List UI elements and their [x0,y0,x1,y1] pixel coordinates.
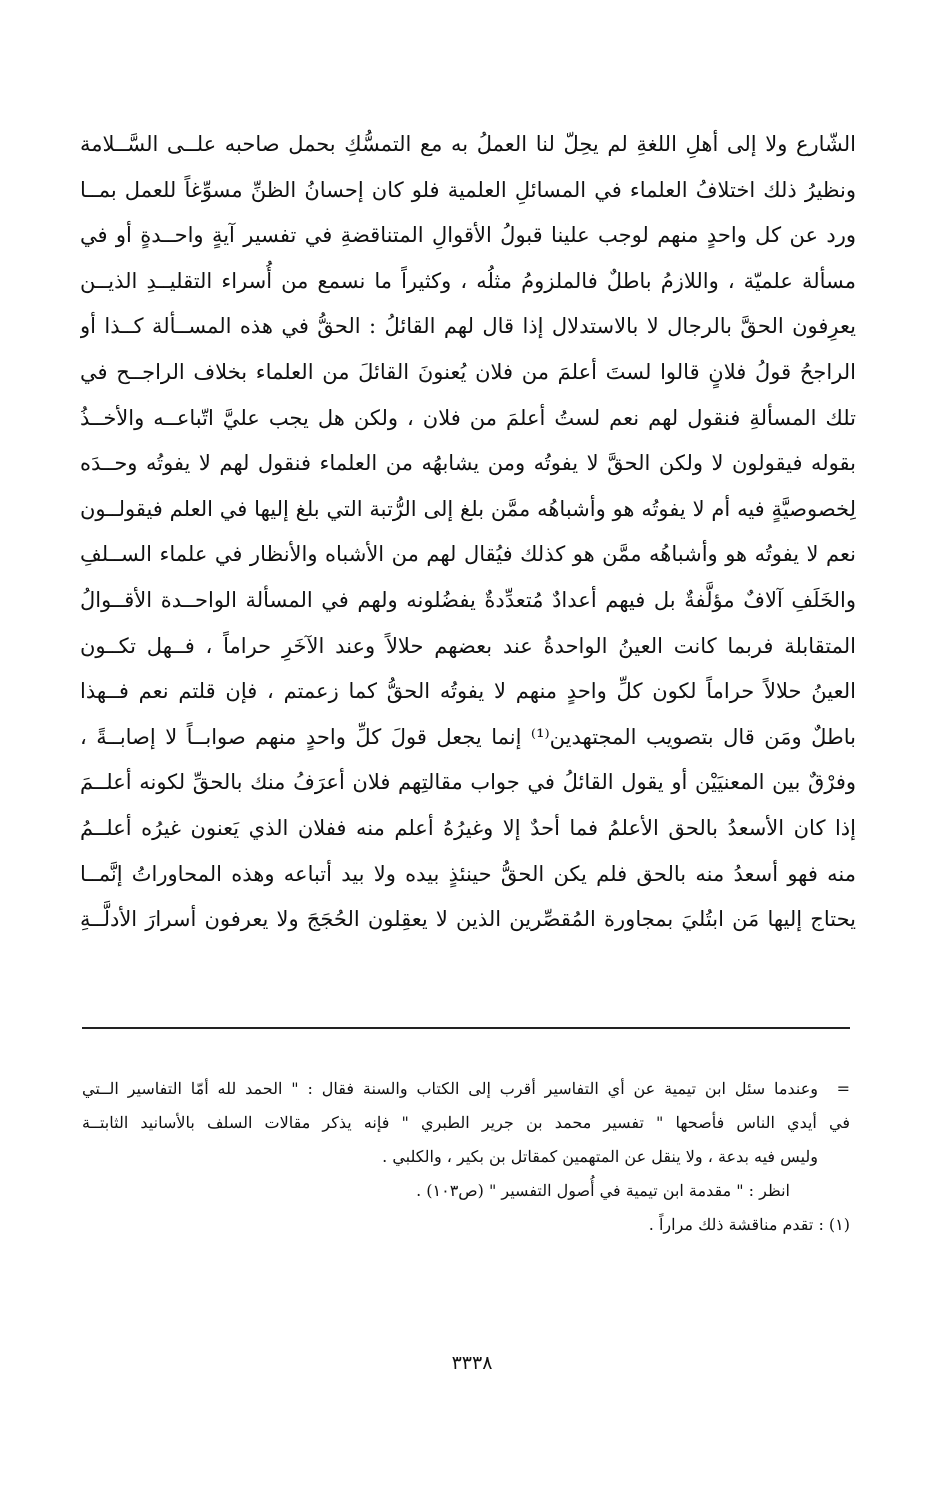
main-text-line: نعم لا يفوتُه هو وأشباهُه ممَّن هو كذلك فيُقال لهم من الأشباه والأنظار في علماء الســلفِ [80,542,856,567]
main-text-line: المتقابلة فربما كانت العينُ الواحدةُ عند بعضهم حلالاً وعند الآخَرِ حراماً ، فــهل تكــون [80,633,856,658]
main-text-line: إذا كان الأسعدُ بالحق الأعلمُ فما أحدٌ إلا وغيرُهُ أعلم منه ففلان الذي يَعنون غيرُه أعلــمُ [80,815,856,840]
footnotes-section [82,1072,850,1242]
main-text-line: باطلٌ ومَن قال بتصويب المجتهدين⁽¹⁾ إنما يجعل قولَ كلِّ واحدٍ منهم صوابــاً لا إصابــةً ، [80,724,856,749]
footnote-1: (١) : تقدم مناقشة ذلك مراراً . [648,1215,850,1234]
footnote-continuation-line: وليس فيه بدعة ، ولا ينقل عن المتهمين كمقاتل بن بكير ، والكلبي . [382,1147,818,1166]
main-text-line: بقوله فيقولون لا ولكن الحقَّ لا يفوتُه ومن يشابهُه من العلماء فنقول لهم لا يفوتُه وحــدَه [80,451,856,476]
main-text-line: الراجحُ قولُ فلانٍ قالوا لستَ أعلمَ من فلان يُعنونَ القائلَ من العلماء بخلاف الراجــح في [80,359,856,384]
main-text-line: لِخصوصيَّةٍ فيه أم لا يفوتُه هو وأشباهُه ممَّن بلغ إلى الرُّتبة التي بلغ إليها في العلم فيقولــون [80,496,856,521]
main-text-line: ورد عن كل واحدٍ منهم لوجب علينا قبولُ الأقوالِ المتناقضةِ في تفسير آيةٍ واحــدةٍ أو في [80,223,856,248]
main-text-line: العينُ حلالاً حراماً لكون كلِّ واحدٍ منهم لا يفوتُه الحقُّ كما زعمتم ، فإن قلتم نعم فــهذا [80,679,856,704]
main-text-line: والخَلَفِ آلافٌ مؤلَّفةٌ بل فيهم أعدادٌ مُتعدِّدةٌ يفضُلونه ولهم في المسألة الواحــدة الأقــوالُ [80,587,856,612]
main-text-body [80,122,856,943]
main-text-line: يعرِفون الحقَّ بالرجال لا بالاستدلال إذا قال لهم القائلُ : الحقُّ في هذه المســألة كــذا أو [80,314,856,339]
main-text-line: ونظيرُ ذلك اختلافُ العلماء في المسائلِ العلمية فلو كان إحسانُ الظنِّ مسوِّغاً للعمل بمــا [80,177,856,202]
main-text-line: منه فهو أسعدُ منه بالحق فلم يكن الحقُّ حينئذٍ بيده ولا بيد أتباعه وهذه المحاوراتُ إنَّمــا [80,861,856,886]
main-text-line: الشّارع ولا إلى أهلِ اللغةِ لم يحِلّ لنا العملُ به مع التمسُّكِ بحمل صاحبه علــى السَّــلامة [80,132,856,156]
page-number: ٣٣٣٨ [451,1352,493,1374]
continuation-marker: = [836,1079,850,1098]
main-text-line: يحتاج إليها مَن ابتُليَ بمجاورة المُقصِّرين الذين لا يعقِلون الحُجَجَ ولا يعرفون أسرارَ الأدلَّــةِ [80,907,856,932]
footnote-separator [82,1027,850,1029]
main-text-line: مسألة علميّة ، واللازمُ باطلٌ فالملزومُ مثلُه ، وكثيراً ما نسمع من أُسراء التقليــدِ الذيــن [80,268,856,293]
footnote-continuation-line: في أيدي الناس فأصحها " تفسير محمد بن جرير الطبري " فإنه يذكر مقالات السلف بالأسانيد الثابتــة [82,1113,850,1132]
main-text-line: تلك المسألةِ فنقول لهم نعم لستُ أعلمَ من فلان ، ولكن هل يجب عليَّ اتّباعــه والأخــذُ [80,405,856,430]
footnote-text: وعندما سئل ابن تيمية عن أي التفاسير أقرب إلى الكتاب والسنة فقال : " الحمد لله أمّا التفاسير الــتي [82,1079,818,1098]
main-text-line: وفرْقٌ بين المعنيَيْن أو يقول القائلُ في جواب مقالتِهم فلان أعرَفُ منك بالحقِّ لكونه أعلــمَ [80,770,856,795]
footnote-reference: انظر : " مقدمة ابن تيمية في أُصول التفسير " (ص١٠٣) . [416,1181,790,1200]
footnote-continuation-line [82,1072,850,1106]
